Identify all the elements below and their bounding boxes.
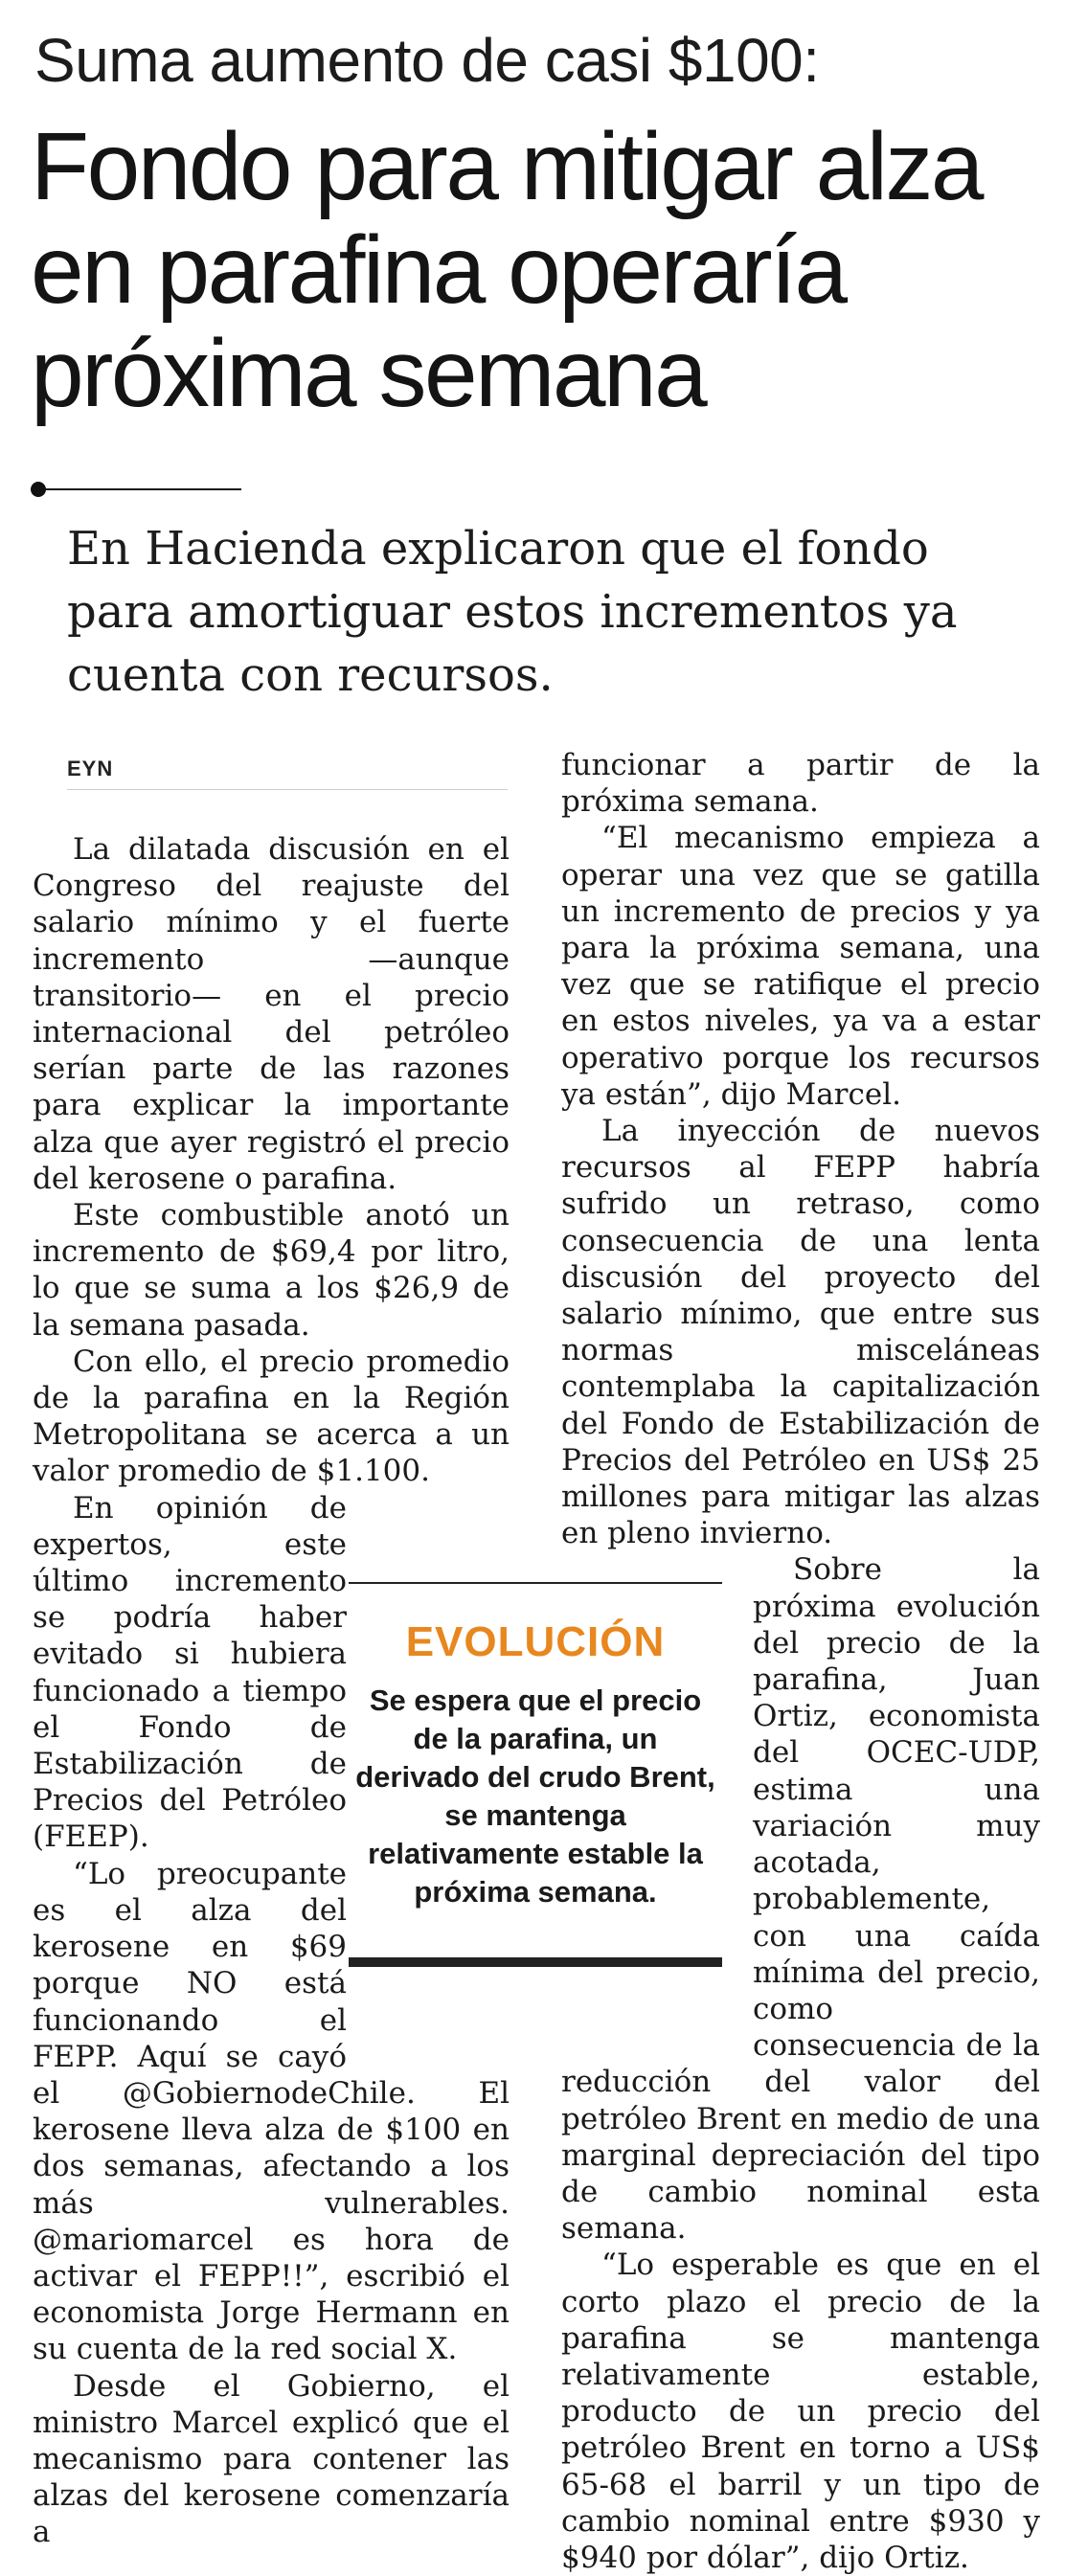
- paragraph: En opinión de expertos, este último incremento se podría haber evitado si hubiera funcionado a tiempo el Fondo de Estabilización de Precios del Petróleo (FEEP).: [33, 1490, 347, 1855]
- deck: En Hacienda explicaron que el fondo para amortiguar estos incrementos ya cuenta con recursos.: [67, 522, 958, 703]
- paragraph: Sobre la próxima evolución del precio de la parafina, Juan Ortiz, economista del OCEC-UDP, estima una variación muy acotada, probablemente, con una caída mínima del precio, como consecuencia de la reducción del valor del petróleo Brent en medio de una marginal depreciación del tipo de cambio nominal esta semana.: [561, 1552, 1040, 2247]
- divider-line: [38, 488, 241, 490]
- paragraph: Con ello, el precio promedio de la parafina en la Región Metropolitana se acerca a un valor promedio de $1.100.: [33, 1344, 510, 1489]
- kicker: Suma aumento de casi $100:: [34, 26, 820, 95]
- sidebar-box: [349, 1582, 722, 1967]
- paragraph: La dilatada discusión en el Congreso del reajuste del salario mínimo y el fuerte incremento —aunque transitorio— en el precio internacional del petróleo serían parte de las razones para explicar la importante alza que ayer registró el precio del kerosene o parafina.: [33, 832, 510, 1196]
- byline: EYN: [67, 757, 114, 780]
- sidebar-text: Se espera que el precio de la parafina, un derivado del crudo Brent, se mantenga relativamente estable la próxima semana.: [355, 1683, 715, 1909]
- paragraph: funcionar a partir de la próxima semana.: [561, 748, 1040, 820]
- sidebar-title: EVOLUCIÓN: [405, 1618, 666, 1665]
- byline-rule: [67, 789, 508, 790]
- paragraph: “Lo esperable es que en el corto plazo el precio de la parafina se mantenga relativamente estable, producto de un precio del petróleo Brent en torno a US$ 65-68 el barril y un tipo de cambio nominal entre $930 y $940 por dólar”, dijo Ortiz.: [561, 2248, 1040, 2575]
- paragraph: “Lo preocupante es el alza del kerosene en $69 porque NO está funcionando el FEPP. Aquí se cayó el @GobiernodeChile. El kerosene lleva alza de $100 en dos semanas, afectando a los más vulnerables. @mariomarcel es hora de activar el FEPP!!”, escribió el economista Jorge Hermann en su cuenta de la red social X.: [33, 1856, 510, 2367]
- paragraph: Este combustible anotó un incremento de $69,4 por litro, lo que se suma a los $26,9 de la semana pasada.: [33, 1198, 510, 1343]
- paragraph: Desde el Gobierno, el ministro Marcel explicó que el mecanismo para contener las alzas del kerosene comenzaría a: [33, 2368, 510, 2550]
- paragraph: “El mecanismo empieza a operar una vez que se gatilla un incremento de precios y ya para la próxima semana, una vez que se ratifique el precio en estos niveles, ya va a estar operativo porque los recursos ya están”, dijo Marcel.: [561, 821, 1040, 1112]
- headline: Fondo para mitigar alza en parafina operaría próxima semana: [31, 113, 983, 427]
- divider-dot-icon: [31, 482, 46, 497]
- paragraph: La inyección de nuevos recursos al FEPP habría sufrido un retraso, como consecuencia de una lenta discusión del proyecto del salario mínimo, que entre sus normas misceláneas contemplaba la capitalización del Fondo de Estabilización de Precios del Petróleo en US$ 25 millones para mitigar las alzas en pleno invierno.: [561, 1114, 1040, 1551]
